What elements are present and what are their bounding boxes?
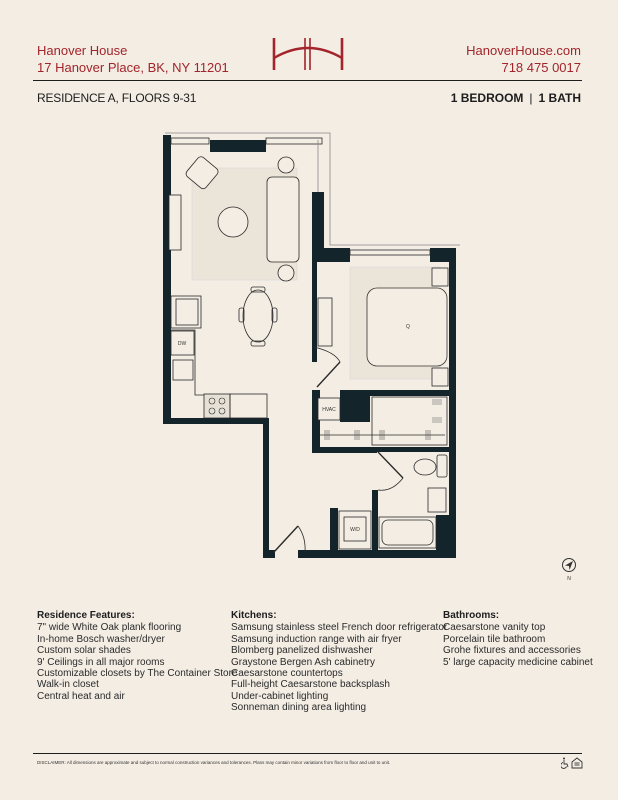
hvac-label: HVAC (322, 407, 336, 413)
feature-item: Blomberg panelized dishwasher (231, 645, 373, 657)
bedroom-count: 1 BEDROOM (450, 91, 524, 105)
washer-dryer-label: W/D (350, 527, 360, 533)
feature-item: Custom solar shades (37, 645, 131, 657)
feature-item: Walk-in closet (37, 679, 99, 691)
feature-item: Grohe fixtures and accessories (443, 645, 581, 657)
hh-logo-icon (268, 36, 348, 72)
header-right (466, 42, 581, 76)
residence-type (451, 91, 581, 105)
feature-item: 9' Ceilings in all major rooms (37, 656, 165, 668)
north-arrow-icon (560, 556, 578, 582)
feature-item: Porcelain tile bathroom (443, 633, 546, 645)
feature-item: Under-cabinet lighting (231, 690, 329, 702)
building-address: 17 Hanover Place, BK, NY 11201 (37, 60, 229, 75)
residence-features (37, 610, 237, 702)
feature-item: Caesarstone vanity top (443, 622, 546, 634)
feature-item: 5' large capacity medicine cabinet (443, 656, 593, 668)
header-divider (33, 80, 582, 81)
north-label: N (567, 576, 571, 582)
residence-title: RESIDENCE A, FLOORS 9-31 (37, 91, 197, 105)
footer-icons (561, 757, 583, 769)
bathroom-features (443, 610, 593, 668)
feature-item: Samsung induction range with air fryer (231, 633, 402, 645)
feature-item: Central heat and air (37, 690, 125, 702)
feature-item: Customizable closets by The Container Store (37, 668, 238, 680)
feature-item: Graystone Bergen Ash cabinetry (231, 656, 375, 668)
feature-item: Sonneman dining area lighting (231, 702, 367, 714)
header-left (37, 42, 229, 76)
kitchen-features-heading: Kitchens: (231, 610, 277, 621)
building-name: Hanover House (37, 43, 128, 58)
footer-divider (33, 753, 582, 754)
bath-count: 1 BATH (538, 91, 581, 105)
accessibility-icon (561, 758, 568, 769)
residence-features-heading: Residence Features: (37, 610, 135, 621)
feature-item: Caesarstone countertops (231, 668, 343, 680)
feature-item: 7" wide White Oak plank flooring (37, 622, 182, 634)
equal-housing-icon (572, 758, 582, 768)
disclaimer-text: DISCLAIMER: All dimensions are approximate and subject to normal construction variances and tolerances. Plans may contain minor variations from floor to floor and unit to unit. (37, 760, 391, 765)
website-link[interactable]: HanoverHouse.com (466, 43, 581, 58)
floor-plan (150, 125, 470, 565)
feature-item: Full-height Caesarstone backsplash (231, 679, 390, 691)
feature-item: Samsung stainless steel French door refrigerator (231, 622, 448, 634)
dishwasher-label: DW (177, 341, 187, 347)
phone-number: 718 475 0017 (501, 60, 581, 75)
kitchen-features (231, 610, 447, 714)
type-separator: | (529, 91, 533, 105)
feature-item: In-home Bosch washer/dryer (37, 633, 165, 645)
bathroom-features-heading: Bathrooms: (443, 610, 500, 621)
bed-label: Q (406, 324, 410, 330)
